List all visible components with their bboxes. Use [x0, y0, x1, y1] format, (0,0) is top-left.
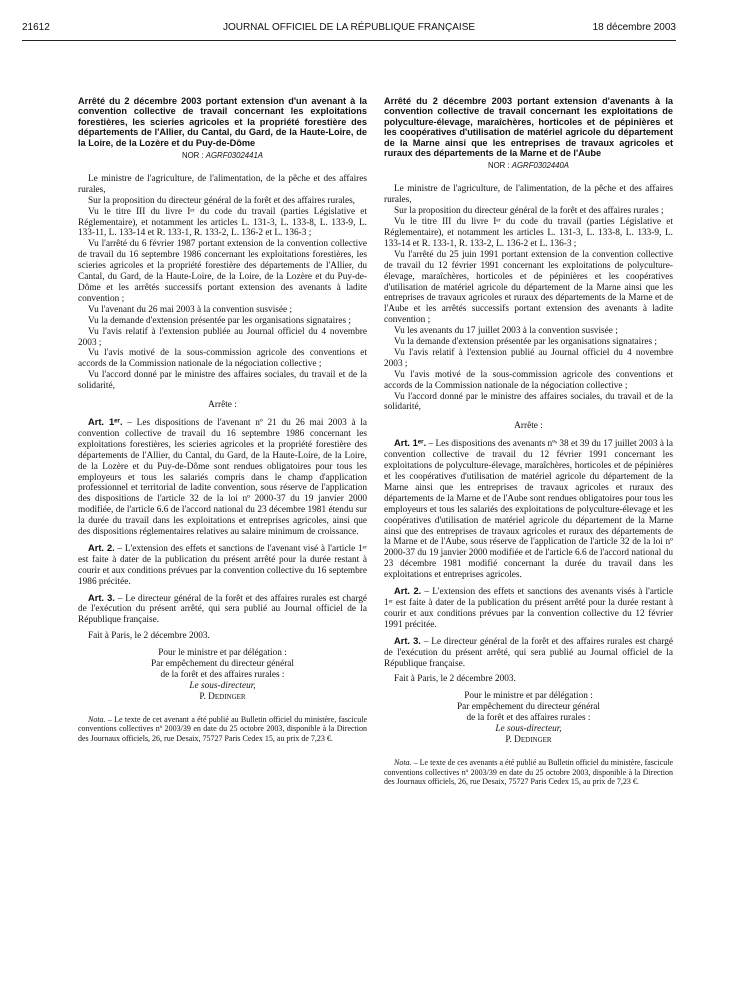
left-article-column [78, 96, 367, 751]
nota-text: – Le texte de cet avenant a été publié au Bulletin officiel du ministère, fascicule conventions collectives nº 2003/39 en date du 25 octobre 2003, disponible à la Direction des Journaux officiels, 26, rue Desaix, 75727 Paris Cedex 15, au prix de 7,23 €. [78, 715, 367, 743]
arrete-title: Arrêté du 2 décembre 2003 portant extension d'avenants à la convention collective de travail concernant les exploitations de polyculture-élevage, maraîchères, horticoles et de pépinières et les coopératives d'utilisation de matériel agricole du département de la Marne ainsi que les entreprises de travaux agricoles et ruraux des départements de la Marne et de l'Aube [384, 96, 673, 159]
signatory-role: Le sous-directeur, [189, 681, 256, 692]
nor-reference [384, 161, 673, 172]
article-2 [78, 543, 367, 588]
nor-reference [78, 151, 367, 162]
signature-line: Pour le ministre et par délégation : [464, 691, 593, 702]
signatory-name: P. Dedinger [505, 735, 552, 746]
preamble-paragraph: Vu l'accord donné par le ministre des affaires sociales, du travail et de la solidarité, [78, 370, 367, 392]
preamble-paragraph: Vu la demande d'extension présentée par les organisations signataires ; [394, 337, 657, 348]
nota-label: Nota. [88, 715, 106, 725]
article-label: Art. 2. [394, 586, 422, 597]
preamble-paragraph: Vu le titre III du livre Iᵉʳ du code du travail (parties Législative et Réglementaire), et notamment les articles L. 131-3, L. 133-8, L. 133-9, L. 133-14 et R. 133-1, R. 133-2, L. 136-2 et L. 136-3 ; [384, 217, 673, 249]
fait-a-paris: Fait à Paris, le 2 décembre 2003. [88, 631, 210, 642]
article-text: – L'extension des effets et sanctions de l'avenant visé à l'article 1ᵉʳ est faite à dater de la publication du présent arrêté pour la durée restant à courir et aux conditions prévues par la convention collective du 16 septembre 1986 précitée. [78, 543, 367, 587]
article-text: – Le directeur général de la forêt et des affaires rurales est chargé de l'exécution du présent arrêté, qui sera publié au Journal officiel de la République française. [78, 593, 367, 626]
signature-block [78, 648, 367, 703]
preamble-paragraph: Sur la proposition du directeur général de la forêt et des affaires rurales, [88, 195, 356, 206]
signature-line: Par empêchement du directeur général [151, 659, 294, 670]
article-label: Art. 2. [88, 542, 115, 553]
arrete-heading: Arrête : [514, 421, 543, 432]
preamble-paragraph: Vu l'accord donné par le ministre des affaires sociales, du travail et de la solidarité, [384, 391, 673, 413]
arrete-title: Arrêté du 2 décembre 2003 portant extension d'un avenant à la convention collective de travail concernant les exploitations forestières, les scieries agricoles et la propriété forestière des départements de l'Allier, du Cantal, du Gard, de la Haute-Loire, de la Loire, de la Lozère et du Puy-de-Dôme [78, 96, 367, 148]
journal-title: JOURNAL OFFICIEL DE LA RÉPUBLIQUE FRANÇAISE [222, 22, 476, 33]
page-header [22, 22, 676, 38]
signature-line: Par empêchement du directeur général [457, 702, 600, 713]
nor-code: AGRF0302440A [511, 161, 570, 171]
preamble-paragraph: Le ministre de l'agriculture, de l'alimentation, de la pêche et des affaires rurales, [78, 173, 367, 195]
arrete-heading: Arrête : [208, 400, 237, 411]
preamble-paragraph: Vu l'avenant du 26 mai 2003 à la convention susvisée ; [88, 304, 293, 315]
preamble-paragraph: Sur la proposition du directeur général de la forêt et des affaires rurales ; [394, 206, 664, 217]
nota-note [384, 758, 673, 786]
signature-line: de la forêt et des affaires rurales : [466, 713, 591, 724]
signature-line: de la forêt et des affaires rurales : [160, 670, 285, 681]
preamble-paragraph: Vu les avenants du 17 juillet 2003 à la convention susvisée ; [394, 326, 618, 337]
preamble-paragraph: Vu l'avis motivé de la sous-commission agricole des conventions et accords de la Commission nationale de la négociation collective ; [78, 348, 367, 370]
nota-label: Nota. [394, 758, 412, 768]
preamble-paragraph: Le ministre de l'agriculture, de l'alimentation, de la pêche et des affaires rurales, [384, 184, 673, 206]
article-3 [78, 593, 367, 627]
preamble-paragraph: Vu l'arrêté du 6 février 1987 portant extension de la convention collective de travail du 16 septembre 1986 concernant les exploitations forestières, les scieries agricoles et la propriété forestière des départements de l'Allier, du Cantal, du Gard, de la Haute-Loire, de la Loire, de la Lozère et du Puy-de-Dôme et les arrêtés successifs portant extension des avenants à ladite convention ; [78, 239, 367, 304]
signature-line: Pour le ministre et par délégation : [158, 648, 287, 659]
nor-code: AGRF0302441A [205, 151, 264, 161]
article-text: – Les dispositions de l'avenant nº 21 du 26 mai 2003 à la convention collective de travail du 16 septembre 1986 concernant les exploitations forestières, les scieries agricoles et la propriété forestière des départements de l'Allier, du Cantal, du Gard, de la Haute-Loire, de la Loire, de la Lozère et du Puy-de-Dôme sont rendues obligatoires pour tous les employeurs et tous les salariés compris dans le champ d'application professionnel et territorial de ladite convention, sous réserve de l'application des dispositions de l'article 32 de la loi nº 2000-37 du 19 janvier 2000 modifiée, de l'article 6.6 de l'accord national du 23 décembre 1981 étendu sur la durée du travail dans les exploitations et entreprises agricoles, ainsi que des dispositions réglementaires relatives au salaire minimum de croissance. [78, 417, 368, 538]
nor-prefix: NOR : [181, 151, 206, 161]
article-text: – Le directeur général de la forêt et des affaires rurales est chargé de l'exécution du présent arrêté, qui sera publié au Journal officiel de la République française. [384, 636, 673, 669]
right-article-column [384, 96, 673, 794]
nota-note [78, 715, 367, 743]
preamble-paragraph: Vu l'avis relatif à l'extension publié au Journal officiel du 4 novembre 2003 ; [384, 347, 673, 369]
signatory-role: Le sous-directeur, [495, 724, 562, 735]
preamble-paragraph: Vu l'arrêté du 25 juin 1991 portant extension de la convention collective de travail du 12 février 1991 concernant les exploitations de polyculture-élevage, maraîchères, horticoles et de pépinières et les coopératives d'utilisation de matériel agricole du département de la Marne ainsi que les entreprises de travaux agricoles et ruraux des départements de la Marne et de l'Aube et les arrêtés successifs portant extension des avenants à ladite convention ; [384, 249, 673, 326]
article-text: – L'extension des effets et sanctions des avenants visés à l'article 1ᵉʳ est faite à dater de la publication du présent arrêté pour la durée restant à courir et aux conditions prévues par la convention collective du 12 février 1991 précitée. [384, 587, 673, 630]
signatory-name: P. Dedinger [199, 692, 246, 703]
article-text: – Les dispositions des avenants nºˢ 38 et 39 du 17 juillet 2003 à la convention collective de travail du 12 février 1991 concernant les exploitations de polyculture-élevage, maraîchères, horticoles et de pépinières et les coopératives d'utilisation de matériel agricole du département de la Marne ainsi que les entreprises de travaux agricoles et ruraux des départements de la Marne et de l'Aube sont rendues obligatoires pour tous les employeurs et tous les salariés des exploitations de polyculture-élevage et les coopératives d'utilisation de matériel agricole du département de la Marne ainsi que des entreprises de travaux agricoles et ruraux des départements de la Marne et de l'Aube, sous réserve de l'application de l'article 32 de la loi nº 2000-37 du 19 janvier 2000 modifiée et de l'article 6.6 de l'accord national du 23 décembre 1981 modifié concernant la durée du travail dans les exploitations et entreprises agricoles. [384, 439, 673, 581]
preamble-paragraph: Vu la demande d'extension présentée par les organisations signataires ; [88, 315, 351, 326]
nor-prefix: NOR : [487, 161, 512, 171]
article-2 [384, 586, 673, 631]
article-1 [78, 417, 367, 538]
article-3 [384, 636, 673, 670]
article-label: Art. 3. [394, 635, 421, 646]
article-label: Art. 1ᵉʳ. [394, 438, 427, 449]
article-1 [384, 438, 673, 581]
preamble-paragraph: Vu l'avis motivé de la sous-commission agricole des conventions et accords de la Commission nationale de la négociation collective ; [384, 369, 673, 391]
fait-a-paris: Fait à Paris, le 2 décembre 2003. [394, 674, 516, 685]
page-number: 21612 [22, 22, 50, 33]
preamble-paragraph: Vu le titre III du livre Iᵉʳ du code du travail (parties Législative et Réglementaire), et notamment les articles L. 131-3, L. 133-8, L. 133-9, L. 133-11, L. 133-14 et R. 133-1, R. 133-2, L. 136-2 et L. 136-3 ; [78, 206, 367, 239]
issue-date: 18 décembre 2003 [592, 22, 676, 33]
header-rule [22, 40, 676, 41]
signature-block [384, 691, 673, 746]
article-label: Art. 1ᵉʳ. [88, 416, 123, 427]
preamble-paragraph: Vu l'avis relatif à l'extension publiée au Journal officiel du 4 novembre 2003 ; [78, 326, 367, 348]
article-label: Art. 3. [88, 592, 115, 603]
nota-text: – Le texte de ces avenants a été publié au Bulletin officiel du ministère, fascicule conventions collectives nº 2003/39 en date du 25 octobre 2003, disponible à la Direction des Journaux officiels, 26, rue Desaix, 75727 Paris Cedex 15, au prix de 7,23 €. [384, 758, 673, 786]
